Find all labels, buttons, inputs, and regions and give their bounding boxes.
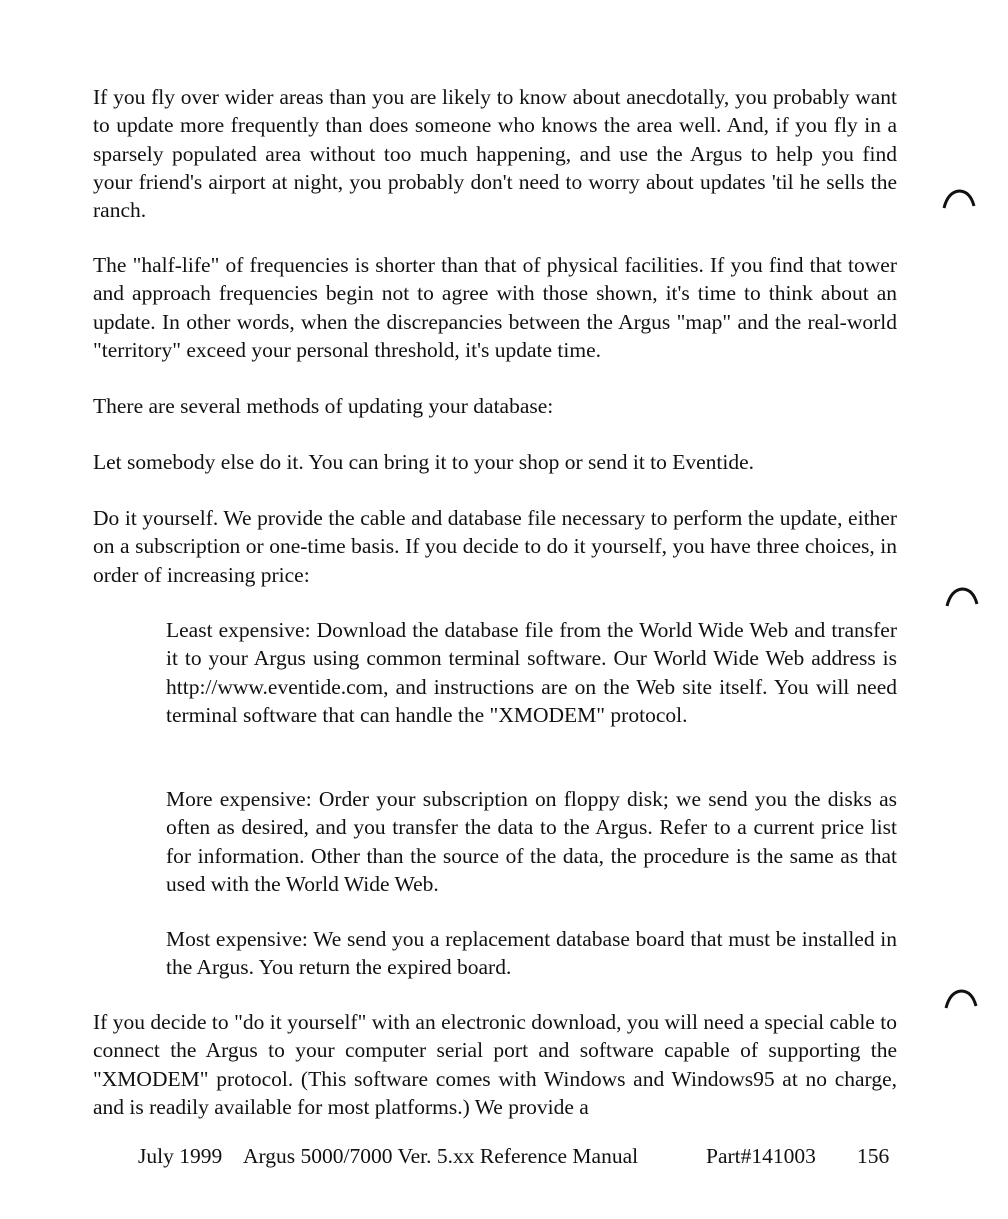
paragraph-do-it-yourself: Do it yourself. We provide the cable and database file necessary to perform the update, either on a subscription or one-time basis. If you decide to do it yourself, you have three choices, in order of increasing price: xyxy=(93,506,897,587)
page-footer xyxy=(138,1141,898,1171)
option-more-expensive: More expensive: Order your subscription on floppy disk; we send you the disks as often as desired, and you transfer the data to the Argus. Refer to a current price list for information. Other than the source of the data, the procedure is the same as that used with the World Wide Web. xyxy=(166,787,897,896)
footer-page-number: 156 xyxy=(857,1144,890,1168)
paragraph-update-frequency: If you fly over wider areas than you are likely to know about anecdotally, you probably want to update more frequently than does someone who knows the area well. And, if you fly in a sparsely populated area without too much happening, and use the Argus to help you find your friend's airport at night, you probably don't need to worry about updates 'til he sells the ranch. xyxy=(93,85,897,223)
binder-hole-mark-icon xyxy=(945,586,979,608)
footer-part-number: Part#141003 xyxy=(706,1144,816,1168)
footer-manual-title: Argus 5000/7000 Ver. 5.xx Reference Manual xyxy=(243,1144,639,1168)
option-most-expensive: Most expensive: We send you a replacement database board that must be installed in the Argus. You return the expired board. xyxy=(166,927,897,980)
paragraph-do-it-yourself-download: If you decide to "do it yourself" with an electronic download, you will need a special cable to connect the Argus to your computer serial port and software capable of supporting the "XMODEM" protocol. (This software comes with Windows and Windows95 at no charge, and is readily available for most platforms.) We provide a xyxy=(93,1010,897,1119)
binder-hole-mark-icon xyxy=(944,988,978,1010)
option-least-expensive: Least expensive: Download the database file from the World Wide Web and transfer it to your Argus using common terminal software. Our World Wide Web address is http://www.eventide.com, and instructions are on the Web site itself. You will need terminal software that can handle the "XMODEM" protocol. xyxy=(166,618,897,727)
paragraph-let-somebody: Let somebody else do it. You can bring it to your shop or send it to Eventide. xyxy=(93,450,755,474)
binder-hole-mark-icon xyxy=(942,188,976,210)
paragraph-half-life: The "half-life" of frequencies is shorter than that of physical facilities. If you find that tower and approach frequencies begin not to agree with those shown, it's time to think about an update. In other words, when the discrepancies between the Argus "map" and the real-world "territory" exceed your personal threshold, it's update time. xyxy=(93,253,897,362)
paragraph-methods-intro: There are several methods of updating your database: xyxy=(93,394,554,418)
footer-date: July 1999 xyxy=(138,1144,223,1168)
